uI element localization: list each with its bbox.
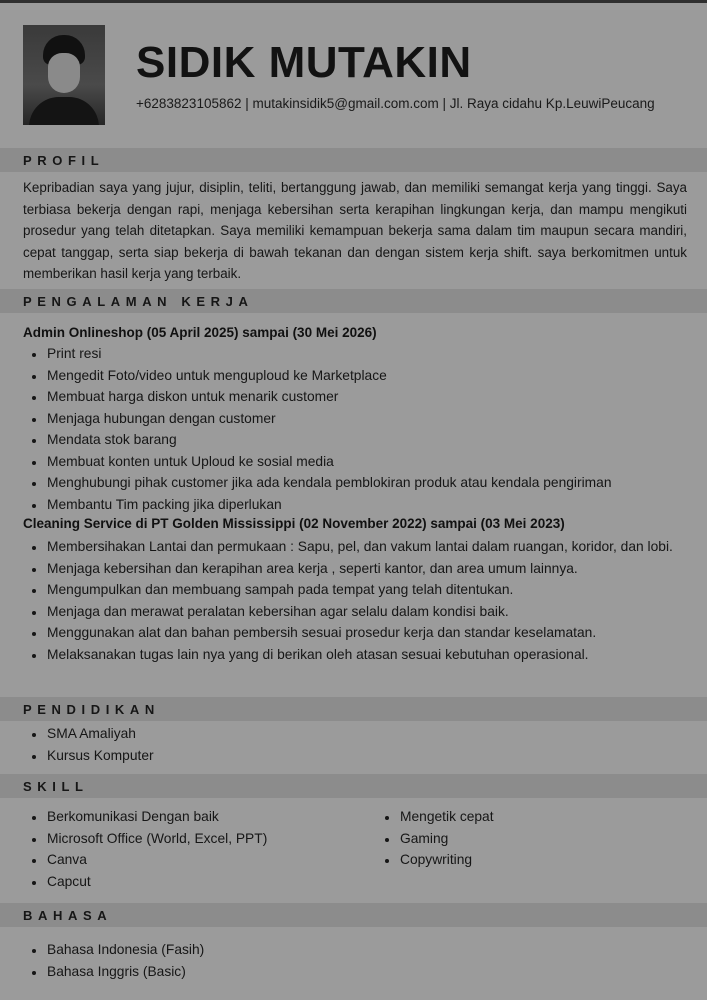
education-list — [23, 723, 423, 766]
section-title-experience: PENGALAMAN KERJA — [23, 294, 254, 309]
section-header-profil — [0, 148, 707, 172]
section-title-language: BAHASA — [23, 908, 113, 923]
list-item: Print resi — [23, 343, 687, 365]
list-item: Kursus Komputer — [23, 745, 423, 767]
top-border — [0, 0, 707, 3]
language-list — [23, 939, 423, 982]
section-header-skill — [0, 774, 707, 798]
list-item: Menjaga hubungan dengan customer — [23, 408, 687, 430]
photo-shirt — [29, 97, 99, 125]
list-item: Melaksanakan tugas lain nya yang di berikan oleh atasan sesuai kebutuhan operasional. — [23, 644, 675, 666]
profile-summary: Kepribadian saya yang jujur, disiplin, teliti, bertanggung jawab, dan memiliki semangat kerja yang tinggi. Saya terbiasa bekerja dengan rapi, menjaga kebersihan serta kerapihan lingkungan kerja, dan mampu mengikuti prosedur yang telah ditetapkan. Saya memiliki kemampuan bekerja sama dalam tim maupun secara mandiri, cepat tanggap, serta siap bekerja di bawah tekanan dan dengan sistem kerja shift. saya berkomitmen untuk memberikan hasil kerja yang terbaik. — [23, 180, 687, 281]
list-item: Capcut — [23, 871, 363, 893]
section-header-experience — [0, 289, 707, 313]
list-item: Menggunakan alat dan bahan pembersih sesuai prosedur kerja dan standar keselamatan. — [23, 622, 675, 644]
list-item: Mendata stok barang — [23, 429, 687, 451]
section-title-education: PENDIDIKAN — [23, 702, 160, 717]
section-title-profil: PROFIL — [23, 153, 105, 168]
job-title-admin: Admin Onlineshop (05 April 2025) sampai (30 Mei 2026) — [23, 325, 377, 340]
list-item: Membuat harga diskon untuk menarik customer — [23, 386, 687, 408]
list-item: Mengedit Foto/video untuk menguploud ke Marketplace — [23, 365, 687, 387]
list-item: Mengetik cepat — [376, 806, 676, 828]
profile-photo — [23, 25, 105, 125]
photo-face — [48, 53, 80, 93]
list-item: Mengumpulkan dan membuang sampah pada tempat yang telah ditentukan. — [23, 579, 675, 601]
list-item: Microsoft Office (World, Excel, PPT) — [23, 828, 363, 850]
job-duties-admin — [23, 343, 687, 515]
skill-list-left — [23, 806, 363, 892]
contact-info: +6283823105862 | mutakinsidik5@gmail.com.com | Jl. Raya cidahu Kp.LeuwiPeucang — [136, 96, 655, 111]
list-item: Menjaga dan merawat peralatan kebersihan agar selalu dalam kondisi baik. — [23, 601, 675, 623]
list-item: Membantu Tim packing jika diperlukan — [23, 494, 687, 516]
list-item: Membuat konten untuk Uploud ke sosial media — [23, 451, 687, 473]
candidate-name: SIDIK MUTAKIN — [136, 38, 472, 87]
list-item: Canva — [23, 849, 363, 871]
list-item: Gaming — [376, 828, 676, 850]
list-item: Bahasa Indonesia (Fasih) — [23, 939, 423, 961]
list-item: Berkomunikasi Dengan baik — [23, 806, 363, 828]
job-duties-cleaning — [23, 536, 675, 665]
section-header-language — [0, 903, 707, 927]
section-title-skill: SKILL — [23, 779, 89, 794]
list-item: Menghubungi pihak customer jika ada kendala pemblokiran produk atau kendala pengiriman — [23, 472, 687, 494]
list-item: Menjaga kebersihan dan kerapihan area kerja , seperti kantor, dan area umum lainnya. — [23, 558, 675, 580]
list-item: Bahasa Inggris (Basic) — [23, 961, 423, 983]
section-header-education — [0, 697, 707, 721]
list-item: SMA Amaliyah — [23, 723, 423, 745]
list-item: Copywriting — [376, 849, 676, 871]
list-item: Membersihakan Lantai dan permukaan : Sapu, pel, dan vakum lantai dalam ruangan, koridor, dan lobi. — [23, 536, 675, 558]
skill-list-right — [376, 806, 676, 871]
job-title-cleaning: Cleaning Service di PT Golden Mississippi (02 November 2022) sampai (03 Mei 2023) — [23, 516, 565, 531]
